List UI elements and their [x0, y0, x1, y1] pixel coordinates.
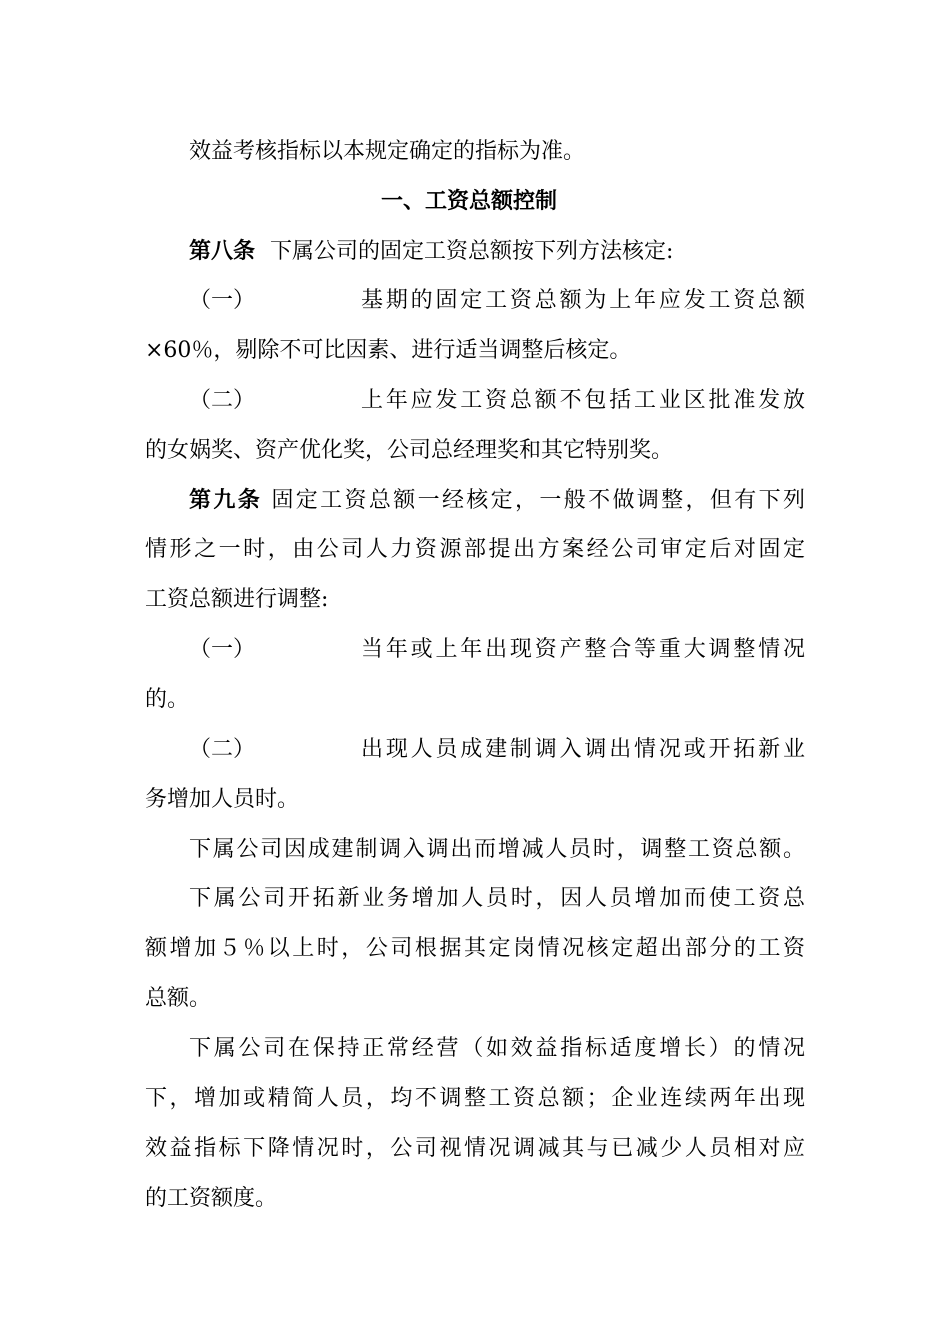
article-9-item-1-num: （一） [189, 637, 256, 662]
article-9-item-2-line-1: 出现人员成建制调入调出情况或开拓新业 [361, 737, 805, 762]
article-9-line-3: 工资总额进行调整: [145, 587, 329, 612]
article-8-item-1-line-1: 基期的固定工资总额为上年应发工资总额 [361, 288, 805, 313]
paragraph-2-line-2: 额增加５％以上时，公司根据其定岗情况核定超出部分的工资 [145, 936, 805, 961]
article-8-title: 第八条 [189, 238, 256, 264]
article-9-text: 固定工资总额一经核定，一般不做调整，但有下列 [271, 488, 805, 513]
paragraph-1: 下属公司因成建制调入调出而增减人员时，调整工资总额。 [189, 837, 805, 862]
article-8-item-1-line-2: ×60％，剔除不可比因素、进行适当调整后核定。 [145, 338, 632, 363]
article-9-line-1 [189, 485, 805, 515]
article-8-item-2-line-1: 上年应发工资总额不包括工业区批准发放 [361, 388, 805, 413]
section-heading: 一、工资总额控制 [381, 188, 558, 214]
paragraph-3-line-4: 的工资额度。 [145, 1186, 278, 1211]
article-8-line [189, 236, 673, 267]
article-8-text: 下属公司的固定工资总额按下列方法核定: [270, 239, 674, 264]
continuation-line: 效益考核指标以本规定确定的指标为准。 [189, 139, 586, 164]
article-8-item-2-num: （二） [189, 388, 256, 413]
paragraph-2-line-1: 下属公司开拓新业务增加人员时，因人员增加而使工资总 [189, 886, 805, 911]
article-9-item-2-num: （二） [189, 737, 256, 762]
article-9-item-1-line-1: 当年或上年出现资产整合等重大调整情况 [361, 637, 805, 662]
article-8-item-2-line-2: 的女娲奖、资产优化奖，公司总经理奖和其它特别奖。 [145, 438, 674, 463]
article-9-title: 第九条 [189, 487, 263, 513]
article-9-line-2: 情形之一时，由公司人力资源部提出方案经公司审定后对固定 [145, 537, 805, 562]
paragraph-3-line-3: 效益指标下降情况时，公司视情况调减其与已减少人员相对应 [145, 1136, 805, 1161]
article-9-item-1-line-2: 的。 [145, 687, 190, 712]
paragraph-3-line-2: 下，增加或精简人员，均不调整工资总额；企业连续两年出现 [145, 1086, 805, 1111]
paragraph-2-line-3: 总额。 [145, 986, 212, 1011]
article-9-item-2-line-2: 务增加人员时。 [145, 787, 300, 812]
paragraph-3-line-1: 下属公司在保持正常经营（如效益指标适度增长）的情况 [189, 1036, 805, 1061]
article-8-item-1-num: （一） [189, 288, 256, 313]
